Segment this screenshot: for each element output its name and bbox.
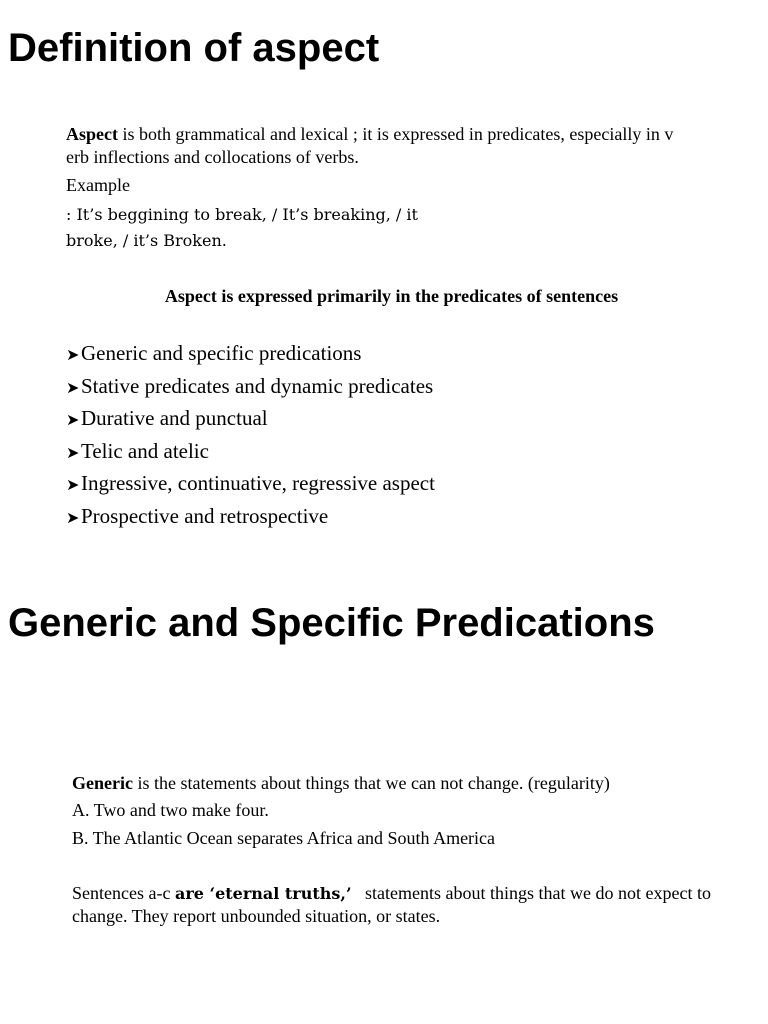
generic-text: is the statements about things that we can not change. (regularity) (132, 773, 610, 793)
list-item: ➤Durative and punctual (66, 403, 435, 436)
list-item: ➤Telic and atelic (66, 436, 435, 469)
section-title-definition-of-aspect: Definition of aspect (8, 26, 380, 70)
list-item: ➤Ingressive, continuative, regressive aspect (66, 468, 435, 501)
aspect-subheading: Aspect is expressed primarily in the predicates of sentences (164, 286, 619, 306)
eternal-truths-phrase: are ‘eternal truths,’ (174, 884, 352, 903)
list-item: ➤Stative predicates and dynamic predicates (66, 371, 435, 404)
aspect-types-list (66, 338, 435, 534)
arrowhead-bullet-icon: ➤ (66, 345, 80, 364)
example-label: Example (66, 175, 130, 195)
example-line-2: broke, / it’s Broken. (66, 231, 227, 250)
example-line-1: : It’s beggining to break, / It’s breaking, / it (66, 205, 418, 224)
arrowhead-bullet-icon: ➤ (66, 475, 80, 495)
definition-text-line-1: is both grammatical and lexical ; it is expressed in predicates, especially in v (118, 124, 674, 144)
eternal-truths-paragraph (72, 882, 711, 928)
list-item: ➤Generic and specific predications (66, 338, 435, 371)
arrowhead-bullet-icon: ➤ (66, 377, 80, 397)
list-item: ➤Prospective and retrospective (66, 501, 435, 534)
example-item-a: A. Two and two make four. (72, 800, 269, 820)
sentence-text-1c: statements about things that we do not expect to (351, 883, 711, 903)
sentence-text-1a: Sentences a-c (72, 883, 175, 903)
section-title-generic-and-specific-predications: Generic and Specific Predications (8, 601, 655, 645)
aspect-definition (66, 123, 746, 169)
generic-term: Generic (72, 773, 133, 793)
sentence-text-2: change. They report unbounded situation, or states. (72, 906, 441, 926)
aspect-term: Aspect (66, 124, 118, 144)
definition-text-line-2: erb inflections and collocations of verbs. (66, 147, 359, 167)
example-item-b: B. The Atlantic Ocean separates Africa and South America (72, 828, 496, 848)
generic-definition (72, 772, 610, 795)
arrowhead-bullet-icon: ➤ (66, 410, 80, 430)
example-block (66, 202, 418, 254)
arrowhead-bullet-icon: ➤ (66, 507, 80, 527)
arrowhead-bullet-icon: ➤ (66, 442, 80, 462)
